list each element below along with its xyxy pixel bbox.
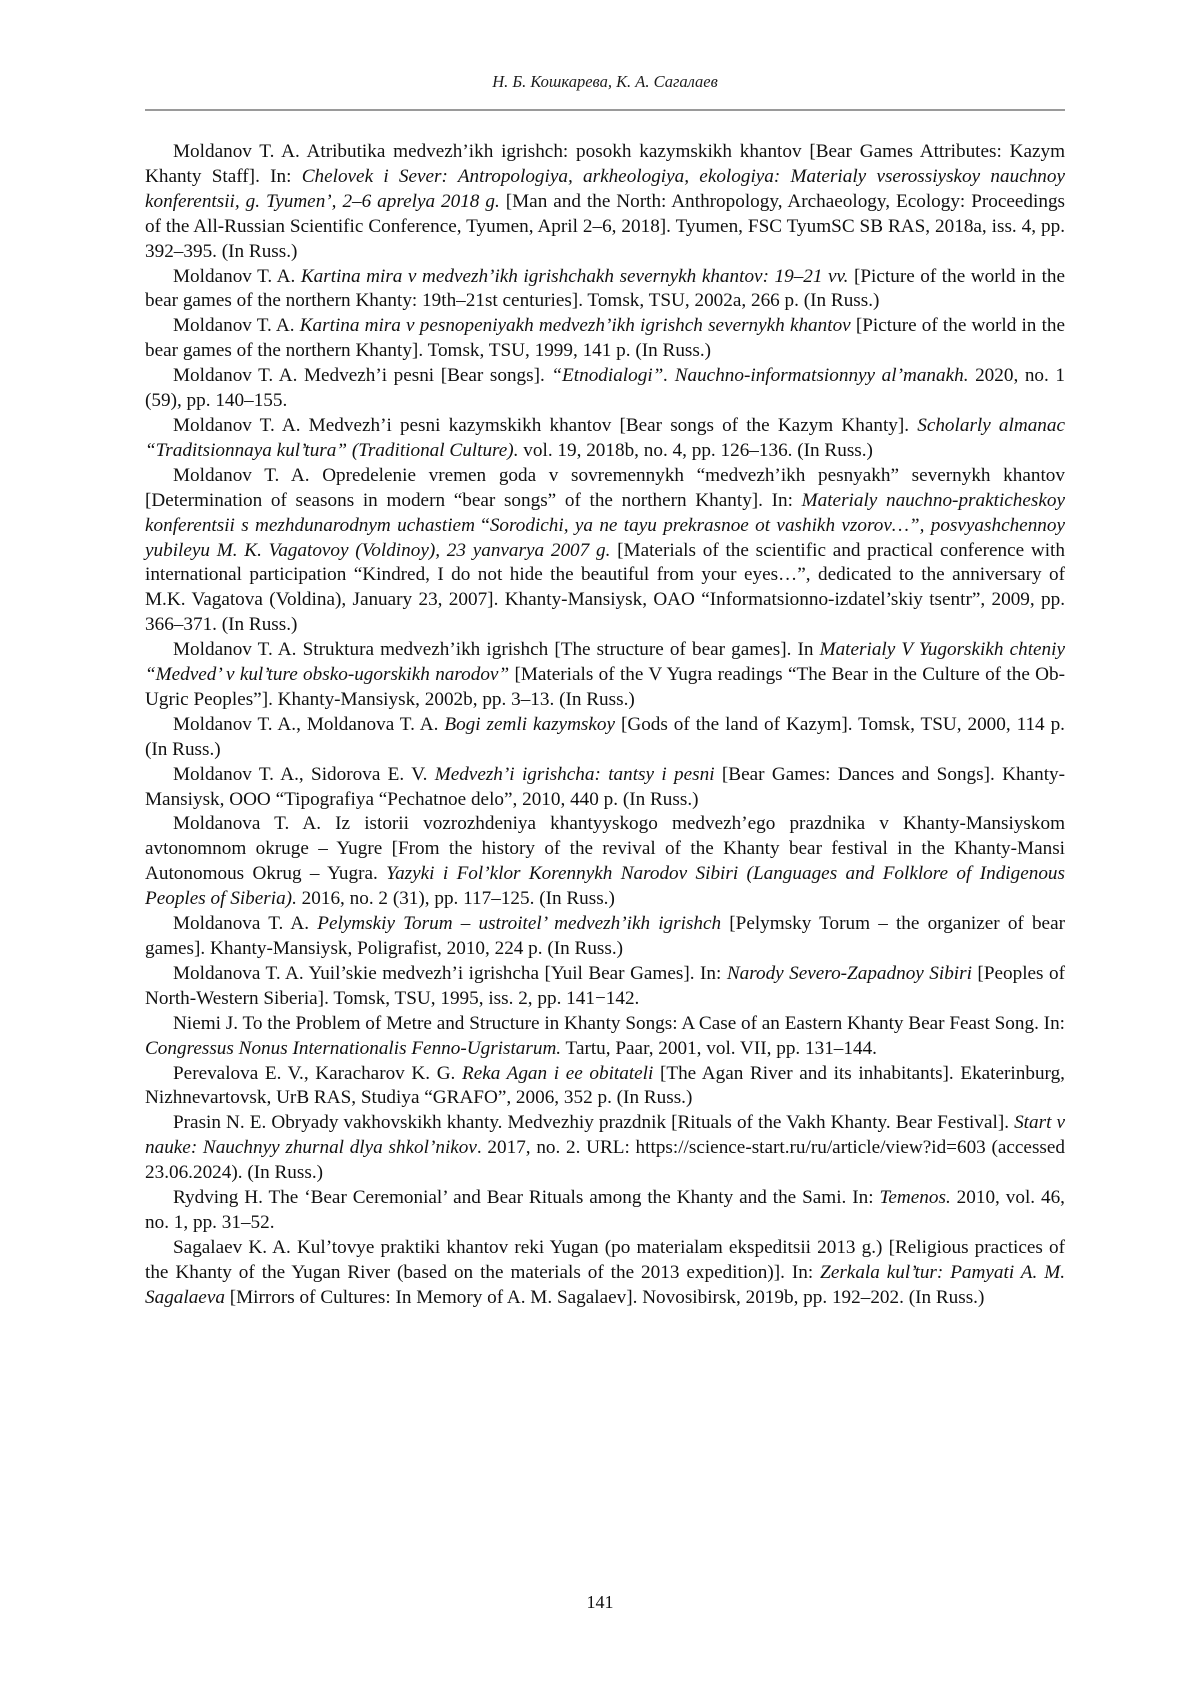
reference-entry — [145, 1236, 1065, 1311]
reference-text: Moldanova T. A. Yuil’skie medvezh’i igrishcha [Yuil Bear Games]. In: — [173, 962, 727, 984]
reference-title-italic: “Etnodialogi”. Nauchno-informatsionnyy al’manakh. — [551, 365, 969, 387]
reference-title-italic: Start v nauke: Nauchnyy zhurnal dlya shkol’nikov — [145, 1112, 1065, 1159]
reference-title-italic: Scholarly almanac “Traditsionnaya kul’tura” (Traditional Culture). — [145, 414, 1065, 461]
reference-entry — [145, 962, 1065, 1012]
reference-title-italic: Kartina mira v pesnopeniyakh medvezh’ikh igrishch severnykh khantov — [299, 315, 851, 337]
reference-title-italic: Narody Severo-Zapadnoy Sibiri — [726, 962, 972, 984]
reference-text: Moldanov T. A. — [173, 265, 301, 287]
reference-title-italic: Reka Agan i ee obitateli — [461, 1062, 654, 1084]
reference-text: [Mirrors of Cultures: In Memory of A. M. Sagalaev]. Novosibirsk, 2019b, pp. 192–202. (In Russ.) — [224, 1286, 985, 1308]
reference-text: Rydving H. The ‘Bear Ceremonial’ and Bear Rituals among the Khanty and the Sami. In: — [173, 1187, 880, 1209]
reference-text: Moldanova T. A. — [173, 913, 318, 935]
reference-entry — [145, 414, 1065, 464]
reference-entry — [145, 1012, 1065, 1062]
reference-title-italic: Temenos. — [879, 1187, 951, 1209]
running-header: Н. Б. Кошкарева, К. А. Сагалаев — [492, 72, 718, 91]
reference-title-italic: Sorodichi, ya ne tayu prekrasnoe ot vashikh vzorov…”, posvyashchennoy yubileyu M. K. Vagatovoy (Voldinoy), 23 yanvarya 2007 g. — [145, 514, 1065, 561]
reference-text: [Materials of the scientific and practical conference with international participation “Kindred, I do not hide the beautiful from your eyes…”, dedicated to the anniversary of M.K. Vagatova (Voldina), January 23, 2007]. Khanty-Mansiysk, OAO “Informatsionno-izdatel’skiy tsentr”, 2009, pp. 366–371. (In Russ.) — [145, 539, 1065, 636]
reference-text: vol. 19, 2018b, no. 4, pp. 126–136. (In Russ.) — [518, 439, 873, 461]
reference-title-italic: Congressus Nonus Internationalis Fenno-Ugristarum. — [145, 1037, 562, 1059]
reference-title-italic: Materialy nauchno-prakticheskoy konferentsii s mezhdunarodnym uchastiem — [145, 489, 1066, 536]
reference-text: [Man and the North: Anthropology, Archaeology, Ecology: Proceedings of the All-Russian Scientific Conference, Tyumen, April 2–6, 2018]. Tyumen, FSC TyumSC SB RAS, 2018a, iss. 4, pp. 392–395. (In Russ.) — [145, 190, 1065, 262]
reference-text: . 2017, no. 2. URL: https://science-start.ru/ru/article/view?id=603 (accessed 23.06.2024). (In Russ.) — [145, 1137, 1065, 1184]
reference-text: Moldanov T. A. — [173, 315, 300, 337]
reference-title-italic: Kartina mira v medvezh’ikh igrishchakh severnykh khantov: 19–21 vv. — [300, 265, 849, 287]
reference-text: Moldanov T. A., Sidorova E. V. — [173, 763, 435, 785]
reference-title-italic: Medvezh’i igrishcha: tantsy i pesni — [434, 763, 715, 785]
reference-entry — [145, 1186, 1065, 1236]
reference-text: Moldanov T. A. Atributika medvezh’ikh igrishch: posokh kazymskikh khantov [Bear Games Attributes: Kazym Khanty Staff]. In: — [145, 141, 1065, 187]
reference-text: 2016, no. 2 (31), pp. 117–125. (In Russ.) — [296, 888, 615, 910]
reference-entry — [145, 1111, 1065, 1186]
reference-text: Niemi J. To the Problem of Metre and Structure in Khanty Songs: A Case of an Eastern Khanty Bear Feast Song. In: — [173, 1012, 1065, 1034]
header-divider — [145, 109, 1065, 111]
reference-entry — [145, 265, 1065, 315]
page-number: 141 — [586, 1592, 614, 1612]
reference-text: Moldanov T. A. Struktura medvezh’ikh igrishch [The structure of bear games]. In — [173, 639, 820, 661]
reference-entry — [145, 314, 1065, 364]
reference-title-italic: Zerkala kul’tur: Pamyati A. M. Sagalaeva — [145, 1261, 1065, 1308]
reference-text: Sagalaev K. A. Kul’tovye praktiki khantov reki Yugan (po materialam ekspeditsii 2013 g.) [Religious practices of the Khanty of the Yugan River (based on the materials of the 2013 expedition)]. In: — [145, 1236, 1065, 1283]
reference-text: Moldanova T. A. Iz istorii vozrozhdeniya khantyyskogo medvezh’ego prazdnika v Khanty-Mansiyskom avtonomnom okruge – Yugre [From the history of the revival of the Khanty bear festival in the Khanty-Mansi Autonomous Okrug – Yugra. — [145, 813, 1065, 885]
reference-text: [Peoples of North-Western Siberia]. Tomsk, TSU, 1995, iss. 2, pp. 141−142. — [145, 962, 1065, 1009]
reference-entry — [145, 812, 1065, 912]
reference-text: [Picture of the world in the bear games of the northern Khanty]. Tomsk, TSU, 1999, 141 p. (In Russ.) — [145, 315, 1066, 362]
reference-text: [Bear Games: Dances and Songs]. Khanty-Mansiysk, OOO “Tipografiya “Pechatnoe delo”, 2010, 440 p. (In Russ.) — [145, 763, 1066, 810]
reference-text: Moldanov T. A. Medvezh’i pesni [Bear songs]. — [173, 365, 552, 387]
reference-entry — [145, 140, 1065, 265]
reference-entry — [145, 713, 1065, 763]
reference-text: [Materials of the V Yugra readings “The Bear in the Culture of the Ob-Ugric Peoples”]. Khanty-Mansiysk, 2002b, pp. 3–13. (In Russ.) — [145, 664, 1066, 710]
reference-text: [Picture of the world in the bear games of the northern Khanty: 19th–21st centuries]. Tomsk, TSU, 2002a, 266 p. (In Russ.) — [145, 265, 1066, 312]
reference-entry — [145, 1062, 1065, 1112]
reference-text: “ — [474, 514, 490, 536]
reference-title-italic: Yazyki i Fol’klor Korennykh Narodov Sibiri (Languages and Folklore of Indigenous Peoples of Siberia). — [145, 863, 1065, 910]
reference-entry — [145, 638, 1065, 713]
reference-text: [Pelymsky Torum – the organizer of bear games]. Khanty-Mansiysk, Poligrafist, 2010, 224 p. (In Russ.) — [145, 913, 1065, 959]
reference-text: Prasin N. E. Obryady vakhovskikh khanty. Medvezhiy prazdnik [Rituals of the Vakh Khanty. Bear Festival]. — [173, 1112, 1015, 1134]
reference-title-italic: Bogi zemli kazymskoy — [444, 713, 616, 735]
reference-entry — [145, 464, 1065, 638]
reference-text: [Gods of the land of Kazym]. Tomsk, TSU, 2000, 114 p. (In Russ.) — [145, 713, 1065, 760]
reference-text: Moldanov T. A. Opredelenie vremen goda v sovremennykh “medvezh’ikh pesnyakh” severnykh khantov [Determination of seasons in modern “bear songs” of the northern Khanty]. In: — [145, 464, 1065, 511]
reference-text: 2010, vol. 46, no. 1, pp. 31–52. — [145, 1187, 1065, 1233]
reference-text: Perevalova E. V., Karacharov K. G. — [173, 1062, 462, 1084]
reference-text: Moldanov T. A. Medvezh’i pesni kazymskikh khantov [Bear songs of the Kazym Khanty]. — [173, 414, 918, 436]
reference-title-italic: Materialy V Yugorskikh chteniy “Medved’ v kul’ture obsko-ugorskikh narodov” — [145, 639, 1065, 686]
reference-text: Moldanov T. A., Moldanova T. A. — [173, 713, 445, 735]
reference-text: 2020, no. 1 (59), pp. 140–155. — [145, 365, 1065, 412]
reference-list — [145, 140, 1065, 1311]
reference-title-italic: Pelymskiy Torum – ustroitel’ medvezh’ikh igrishch — [317, 913, 722, 935]
reference-title-italic: Chelovek i Sever: Antropologiya, arkheologiya, ekologiya: Materialy vserossiyskoy nauchnoy konferentsii, g. Tyumen’, 2–6 aprelya 2018 g. — [145, 165, 1066, 212]
reference-text: Tartu, Paar, 2001, vol. VII, pp. 131–144. — [561, 1037, 877, 1059]
reference-entry — [145, 763, 1065, 813]
reference-text: [The Agan River and its inhabitants]. Ekaterinburg, Nizhnevartovsk, UrB RAS, Studiya “GRAFO”, 2006, 352 p. (In Russ.) — [145, 1062, 1065, 1109]
reference-entry — [145, 912, 1065, 962]
reference-entry — [145, 364, 1065, 414]
